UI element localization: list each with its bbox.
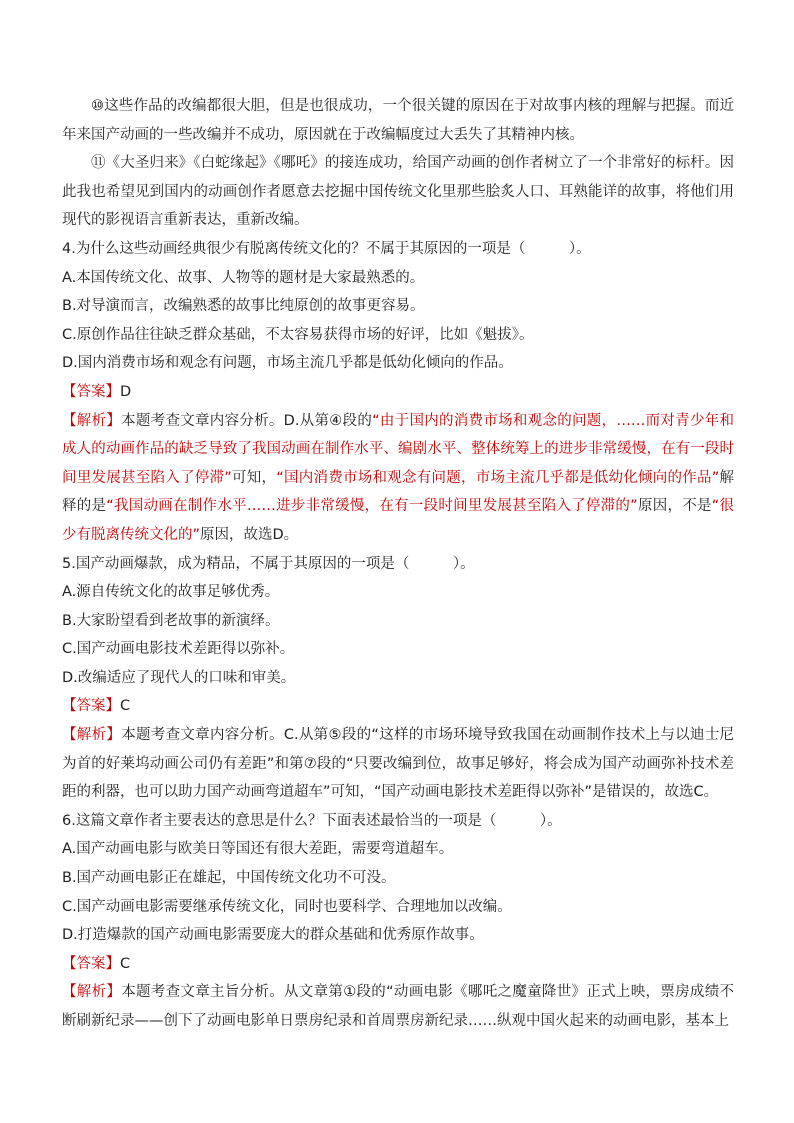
- analysis-text: 解释的是: [62, 469, 734, 515]
- question-5-analysis: [62, 721, 734, 807]
- analysis-text: 本题考查文章内容分析。D.从第④段的: [121, 412, 373, 429]
- question-5-stem: 5.国产动画爆款，成为精品，不属于其原因的一项是（ ）。: [62, 555, 475, 572]
- question-6-analysis: [62, 978, 734, 1035]
- question-6-option-d: D.打造爆款的国产动画电影需要庞大的群众基础和优秀原作故事。: [62, 927, 484, 944]
- question-4-option-c: C.原创作品往往缺乏群众基础，不太容易获得市场的好评，比如《魁拔》。: [62, 326, 534, 343]
- question-6-answer: [62, 950, 734, 979]
- answer-value: C: [120, 955, 131, 972]
- answer-label: 【答案】: [62, 383, 120, 400]
- question-5-answer: [62, 692, 734, 721]
- analysis-text: 可知，: [231, 469, 277, 486]
- question-5-option-c: C.国产动画电影技术差距得以弥补。: [62, 641, 295, 658]
- question-5-option-d: D.改编适应了现代人的口味和审美。: [62, 669, 296, 686]
- question-4-option-d: D.国内消费市场和观念有问题，市场主流几乎都是低幼化倾向的作品。: [62, 355, 513, 372]
- question-5-option-b: B.大家盼望看到老故事的新演绎。: [62, 612, 280, 629]
- analysis-text: 本题考查文章内容分析。C.从第⑤段的“这样的市场环境导致我国在动画制作技术上与以迪士尼为首的好莱坞动画公司仍有差距”和第⑦段的“只要改编到位，故事足够好，将会成为国产动画弥补技术差距的利器，也可以助力国产动画弯道超车”可知，“国产动画电影技术差距得以弥补”是错误的，故选C。: [62, 727, 735, 801]
- question-4-answer: [62, 378, 734, 407]
- answer-label: 【答案】: [62, 955, 120, 972]
- analysis-label: 【解析】: [62, 727, 122, 744]
- question-5-option-a: A.源自传统文化的故事足够优秀。: [62, 584, 280, 601]
- analysis-quote: “很少有脱离传统文化的”: [62, 498, 735, 543]
- question-4-analysis: [62, 407, 734, 550]
- question-4-option-a: A.本国传统文化、故事、人物等的题材是大家最熟悉的。: [62, 269, 425, 286]
- answer-value: D: [120, 383, 132, 400]
- analysis-quote: “我国动画在制作水平……进步非常缓慢，在有一段时间里发展甚至陷入了停滞的”: [106, 498, 638, 515]
- answer-label: 【答案】: [62, 698, 120, 715]
- analysis-label: 【解析】: [62, 984, 122, 1001]
- question-4-option-b: B.对导演而言，改编熟悉的故事比纯原创的故事更容易。: [62, 298, 425, 315]
- analysis-text: 本题考查文章主旨分析。从文章第①段的“动画电影《哪吒之魔童降世》正式上映，票房成绩不断刷新纪录——创下了动画电影单日票房纪录和首周票房新纪录……纵观中国火起来的动画电影，基本上: [62, 984, 734, 1029]
- document-page: [62, 92, 734, 1036]
- question-6-stem: 6.这篇文章作者主要表达的意思是什么？下面表述最恰当的一项是（ ）。: [62, 812, 562, 829]
- analysis-label: 【解析】: [62, 412, 122, 429]
- question-6-option-a: A.国产动画电影与欧美日等国还有很大差距，需要弯道超车。: [62, 841, 454, 858]
- question-4-stem: 4.为什么这些动画经典很少有脱离传统文化的？不属于其原因的一项是（ ）。: [62, 240, 591, 257]
- analysis-quote: “由于国内的消费市场和观念的问题，……而对青少年和成人的动画作品的缺乏导致了我国动画在制作水平、编剧水平、整体统筹上的进步非常缓慢，在有一段时间里发展甚至陷入了停滞”: [62, 412, 734, 486]
- analysis-quote: “国内消费市场和观念有问题，市场主流几乎都是低幼化倾向的作品”: [276, 469, 720, 486]
- question-6-option-b: B.国产动画电影正在雄起，中国传统文化功不可没。: [62, 870, 396, 887]
- analysis-text: 原因，不是: [637, 498, 712, 515]
- paragraph-11: ⑪《大圣归来》《白蛇缘起》《哪吒》的接连成功，给国产动画的创作者树立了一个非常好的标杆。因此我也希望见到国内的动画创作者愿意去挖掘中国传统文化里那些脍炙人口、耳熟能详的故事，将他们用现代的影视语言重新表达，重新改编。: [62, 155, 734, 229]
- answer-value: C: [120, 698, 131, 715]
- analysis-text: 原因，故选D。: [200, 526, 299, 543]
- question-6-option-c: C.国产动画电影需要继承传统文化，同时也要科学、合理地加以改编。: [62, 898, 512, 915]
- paragraph-10: ⑩这些作品的改编都很大胆，但是也很成功，一个很关键的原因在于对故事内核的理解与把握。而近年来国产动画的一些改编并不成功，原因就在于改编幅度过大丢失了其精神内核。: [62, 98, 734, 143]
